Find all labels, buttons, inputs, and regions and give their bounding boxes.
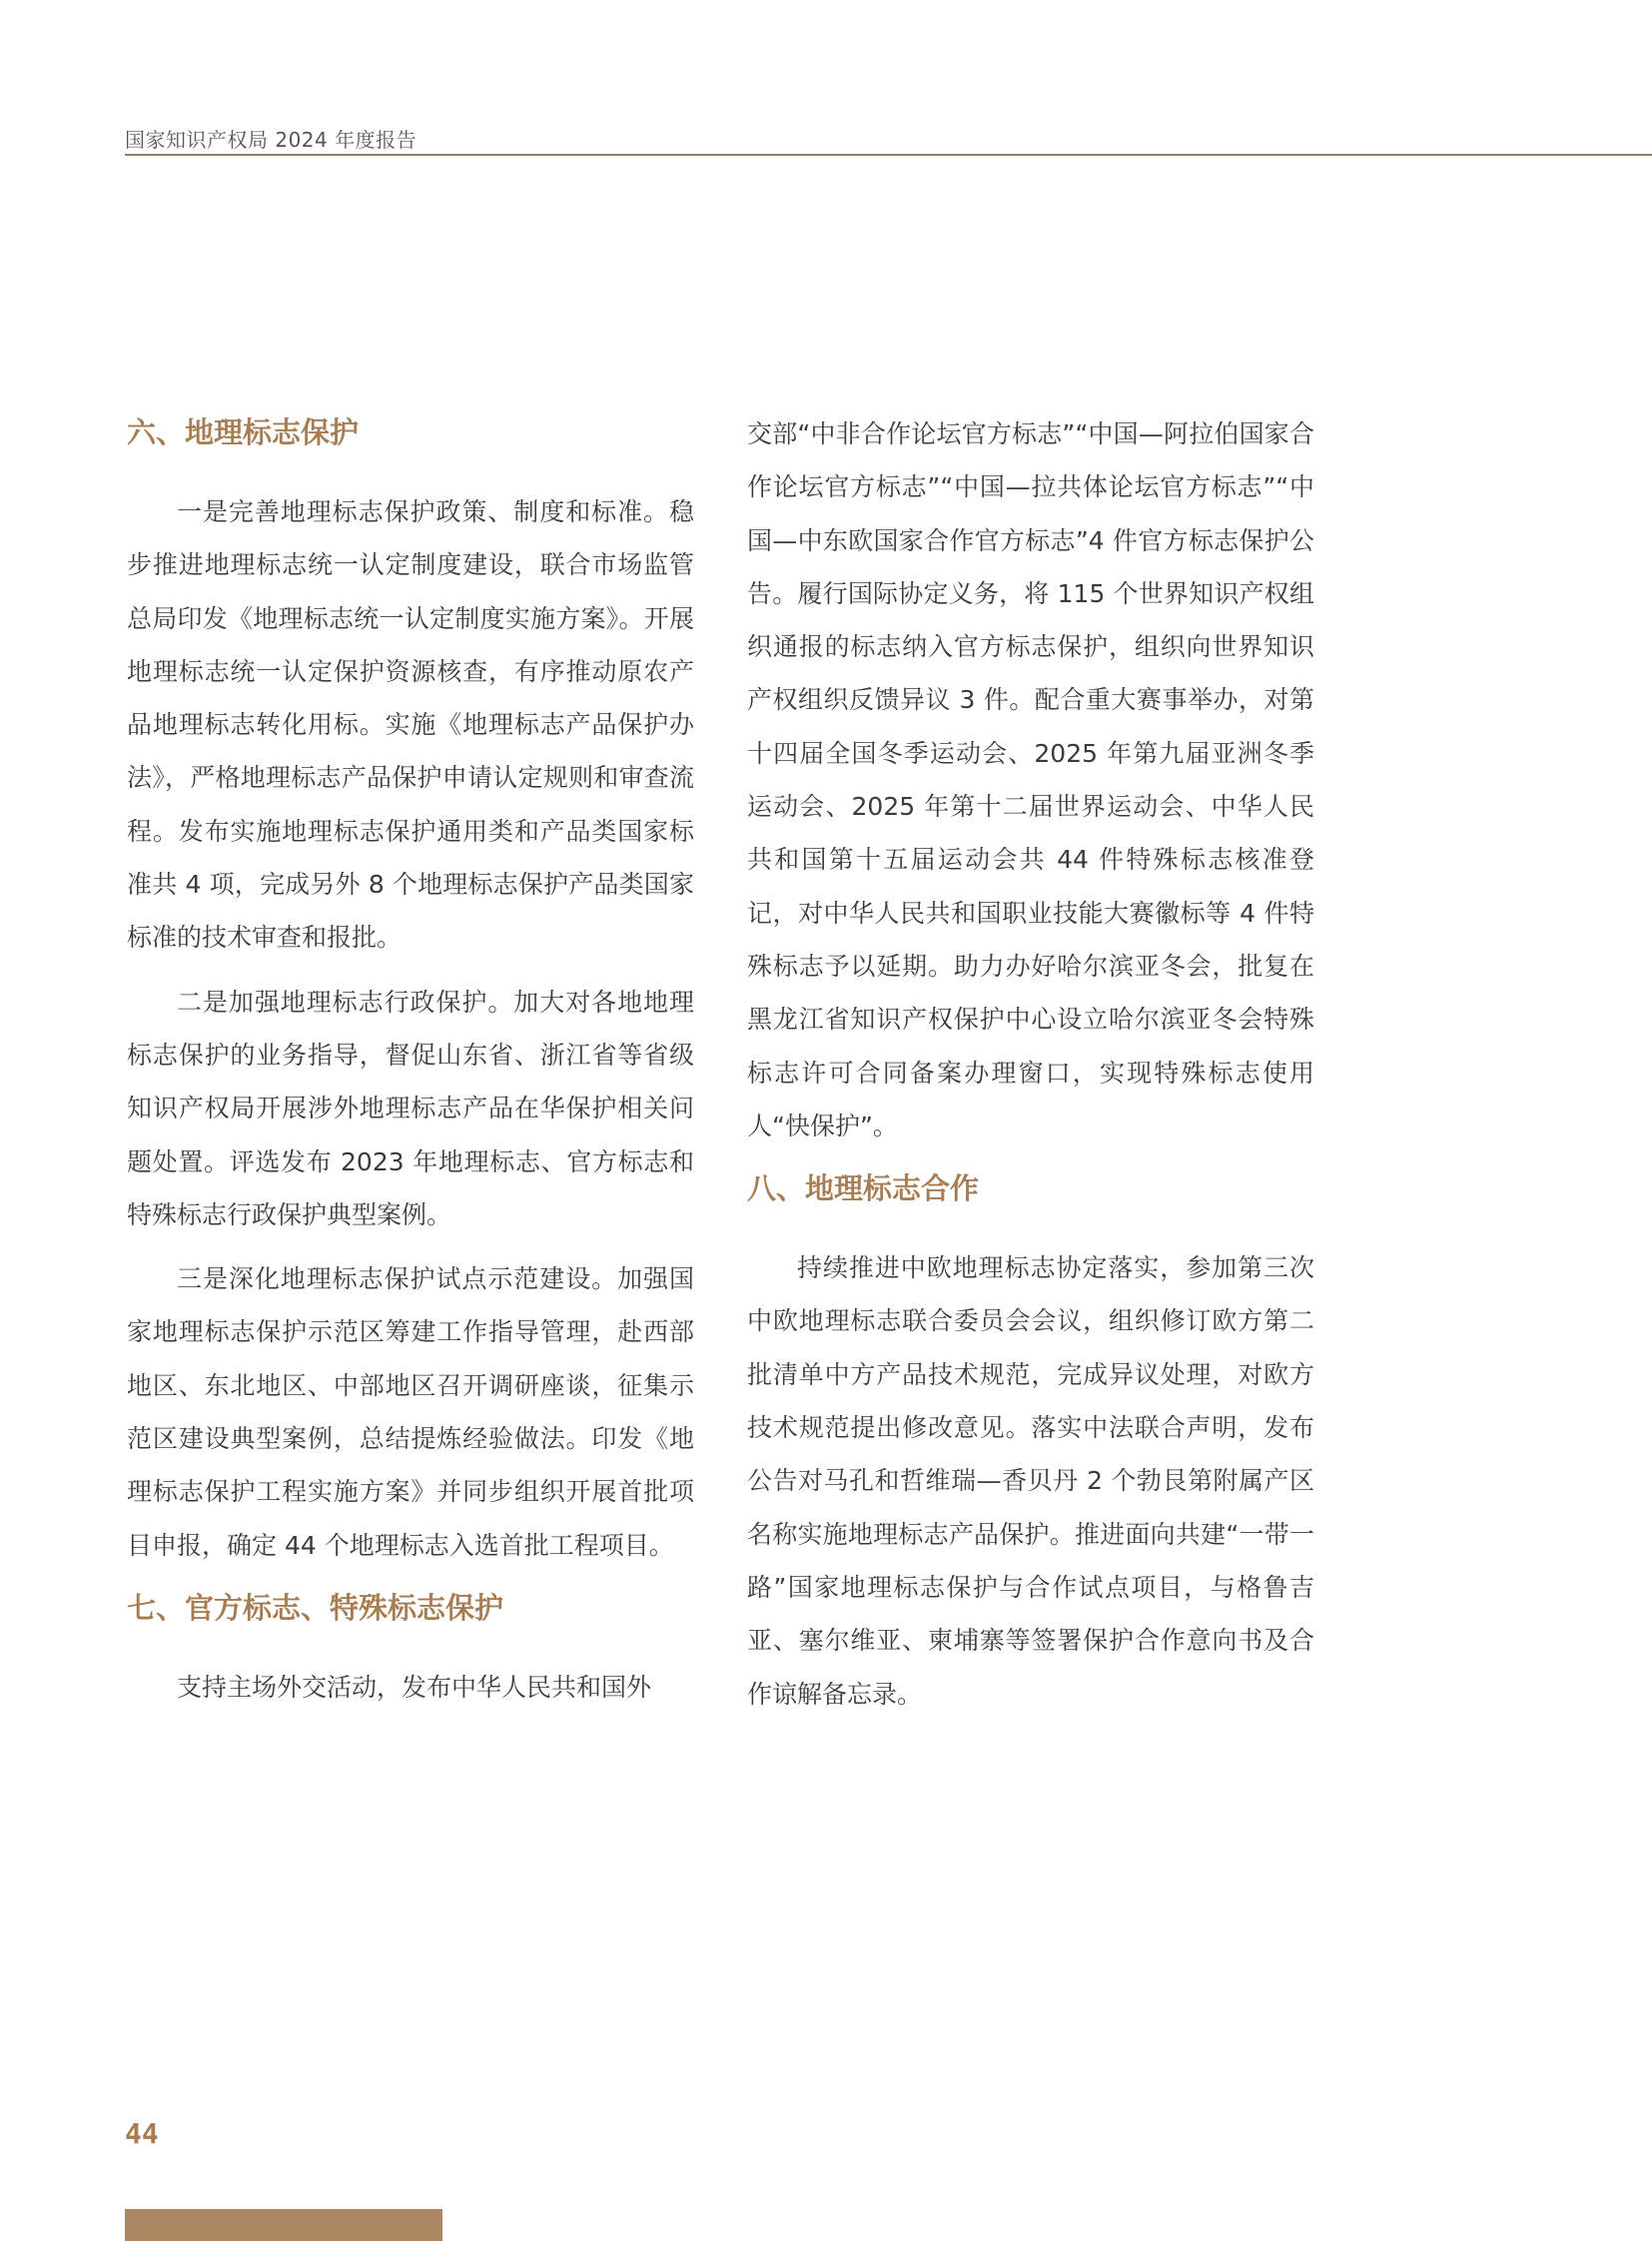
report-header-title: 国家知识产权局 2024 年度报告 — [125, 128, 417, 152]
section-8-paragraph-1: 持续推进中欧地理标志协定落实，参加第三次中欧地理标志联合委员会会议，组织修订欧方第二批清单中方产品技术规范，完成异议处理，对欧方技术规范提出修改意见。落实中法联合声明，发布公告对马孔和哲维瑞—香贝丹 2 个勃艮第附属产区名称实施地理标志产品保护。推进面向共建“一带一路”国家地理标志保护与合作试点项目，与格鲁吉亚、塞尔维亚、柬埔寨等签署保护合作意向书及合作谅解备忘录。 — [747, 1253, 1314, 1709]
right-column — [747, 407, 1314, 1721]
header-divider — [125, 154, 1652, 156]
section-6-paragraph-3: 三是深化地理标志保护试点示范建设。加强国家地理标志保护示范区筹建工作指导管理，赴西部地区、东北地区、中部地区召开调研座谈，征集示范区建设典型案例，总结提炼经验做法。印发《地理标志保护工程实施方案》并同步组织开展首批项目申报，确定 44 个地理标志入选首批工程项目。 — [127, 1264, 694, 1560]
left-column — [127, 407, 694, 1714]
section-7-heading: 七、官方标志、特殊标志保护 — [127, 1590, 504, 1625]
section-6-paragraph-2: 二是加强地理标志行政保护。加大对各地地理标志保护的业务指导，督促山东省、浙江省等省级知识产权局开展涉外地理标志产品在华保护相关问题处置。评选发布 2023 年地理标志、官方标志和特殊标志行政保护典型案例。 — [127, 987, 694, 1229]
section-7-paragraph-1-continued: 交部“中非合作论坛官方标志”“中国—阿拉伯国家合作论坛官方标志”“中国—拉共体论坛官方标志”“中国—中东欧国家合作官方标志”4 件官方标志保护公告。履行国际协定义务，将 115 个世界知识产权组织通报的标志纳入官方标志保护，组织向世界知识产权组织反馈异议 3 件。配合重大赛事举办，对第十四届全国冬季运动会、2025 年第九届亚洲冬季运动会、2025 年第十二届世界运动会、中华人民共和国第十五届运动会共 44 件特殊标志核准登记，对中华人民共和国职业技能大赛徽标等 4 件特殊标志予以延期。助力办好哈尔滨亚冬会，批复在黑龙江省知识产权保护中心设立哈尔滨亚冬会特殊标志许可合同备案办理窗口，实现特殊标志使用人“快保护”。 — [747, 419, 1314, 1140]
footer-accent-bar — [125, 2209, 442, 2241]
page-number: 44 — [125, 2117, 159, 2150]
section-8-heading: 八、地理标志合作 — [747, 1171, 980, 1206]
section-6-paragraph-1: 一是完善地理标志保护政策、制度和标准。稳步推进地理标志统一认定制度建设，联合市场监管总局印发《地理标志统一认定制度实施方案》。开展地理标志统一认定保护资源核查，有序推动原农产品地理标志转化用标。实施《地理标志产品保护办法》，严格地理标志产品保护申请认定规则和审查流程。发布实施地理标志保护通用类和产品类国家标准共 4 项，完成另外 8 个地理标志保护产品类国家标准的技术审查和报批。 — [127, 497, 694, 953]
section-7-paragraph-1-start: 支持主场外交活动，发布中华人民共和国外 — [177, 1672, 652, 1702]
section-6-heading: 六、地理标志保护 — [127, 415, 360, 449]
